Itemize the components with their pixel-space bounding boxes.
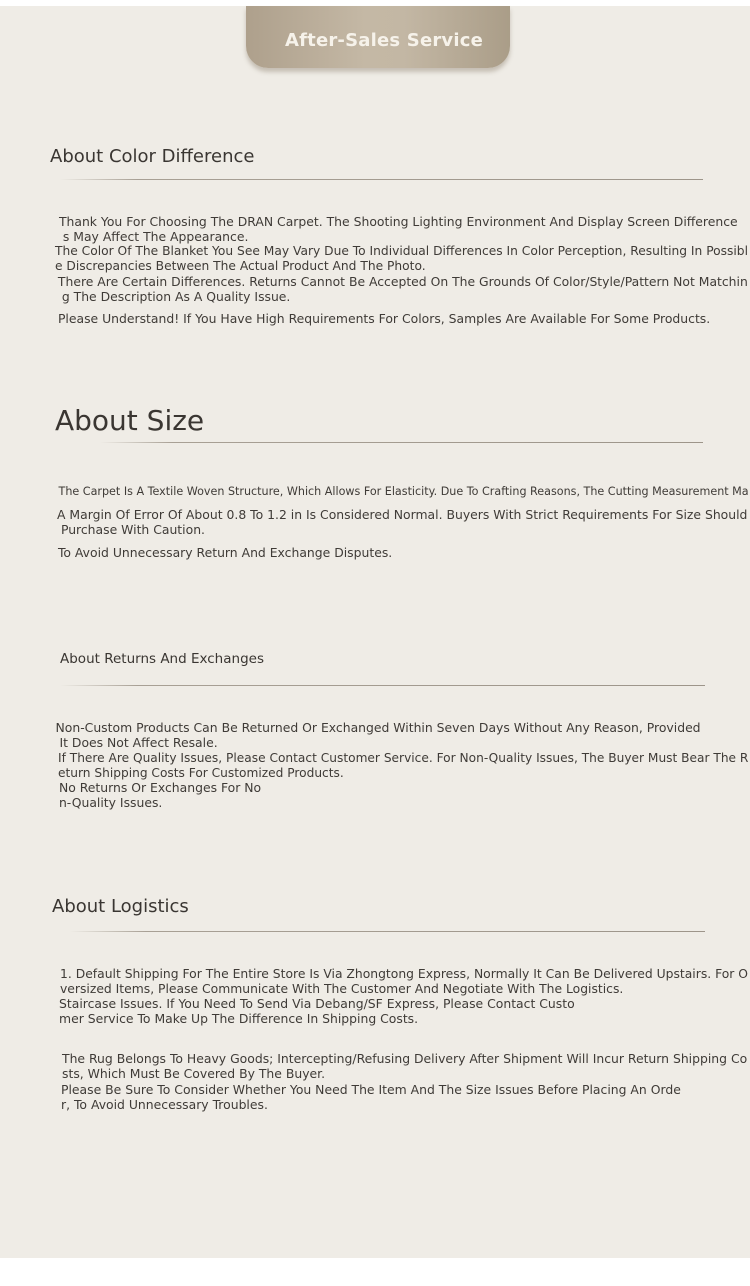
divider-logistics — [70, 931, 705, 932]
returns-paragraph-2: If There Are Quality Issues, Please Contact Customer Service. For Non-Quality Issues, The Buyer Must Bear The R eturn Shipping Costs For Customized Products. — [58, 751, 749, 780]
divider-returns — [60, 685, 705, 686]
color-paragraph-1: Thank You For Choosing The DRAN Carpet. The Shooting Lighting Environment And Display Screen Difference s May Affect The Appearance. — [58, 214, 738, 244]
after-sales-banner — [246, 6, 510, 68]
returns-paragraph-1: Non-Custom Products Can Be Returned Or Exchanged Within Seven Days Without Any Reason, Provided It Does Not Affect Resale. — [55, 720, 701, 750]
returns-paragraph-3: No Returns Or Exchanges For No n-Quality Issues. — [58, 780, 262, 810]
logistics-paragraph-1: 1. Default Shipping For The Entire Store Is Via Zhongtong Express, Normally It Can Be Delivered Upstairs. For O versized Items, Please Communicate With The Customer And Negotiate With The Logistics. — [60, 967, 749, 996]
banner-title: After-Sales Service — [284, 30, 484, 51]
logistics-paragraph-3: The Rug Belongs To Heavy Goods; Intercepting/Refusing Delivery After Shipment Will Incur Return Shipping Co sts, Which Must Be Covered By The Buyer. — [62, 1051, 748, 1081]
section-heading-size: About Size — [55, 404, 205, 437]
section-heading-logistics: About Logistics — [52, 896, 189, 917]
logistics-paragraph-4: Please Be Sure To Consider Whether You Need The Item And The Size Issues Before Placing An Orde r, To Avoid Unnecessary Troubles. — [61, 1082, 681, 1112]
logistics-paragraph-2: Staircase Issues. If You Need To Send Via Debang/SF Express, Please Contact Custo mer Service To Make Up The Difference In Shipping Costs. — [59, 996, 575, 1026]
size-paragraph-2: A Margin Of Error Of About 0.8 To 1.2 in Is Considered Normal. Buyers With Strict Requirements For Size Should Purchase With Caution. — [57, 507, 748, 537]
color-paragraph-3: There Are Certain Differences. Returns Cannot Be Accepted On The Grounds Of Color/Style/Pattern Not Matchin g The Description As A Quality Issue. — [57, 275, 748, 304]
section-heading-returns: About Returns And Exchanges — [60, 651, 264, 667]
divider-size — [100, 442, 703, 443]
divider-color — [60, 179, 703, 180]
size-paragraph-3: To Avoid Unnecessary Return And Exchange Disputes. — [54, 545, 393, 560]
section-heading-color: About Color Difference — [50, 146, 255, 167]
size-paragraph-1: The Carpet Is A Textile Woven Structure, Which Allows For Elasticity. Due To Crafting Reasons, The Cutting Measurement Ma — [55, 485, 749, 498]
color-paragraph-2: The Color Of The Blanket You See May Vary Due To Individual Differences In Color Perception, Resulting In Possibl e Discrepancies Between The Actual Product And The Photo. — [55, 244, 748, 273]
color-paragraph-4: Please Understand! If You Have High Requirements For Colors, Samples Are Available For Some Products. — [54, 311, 711, 326]
